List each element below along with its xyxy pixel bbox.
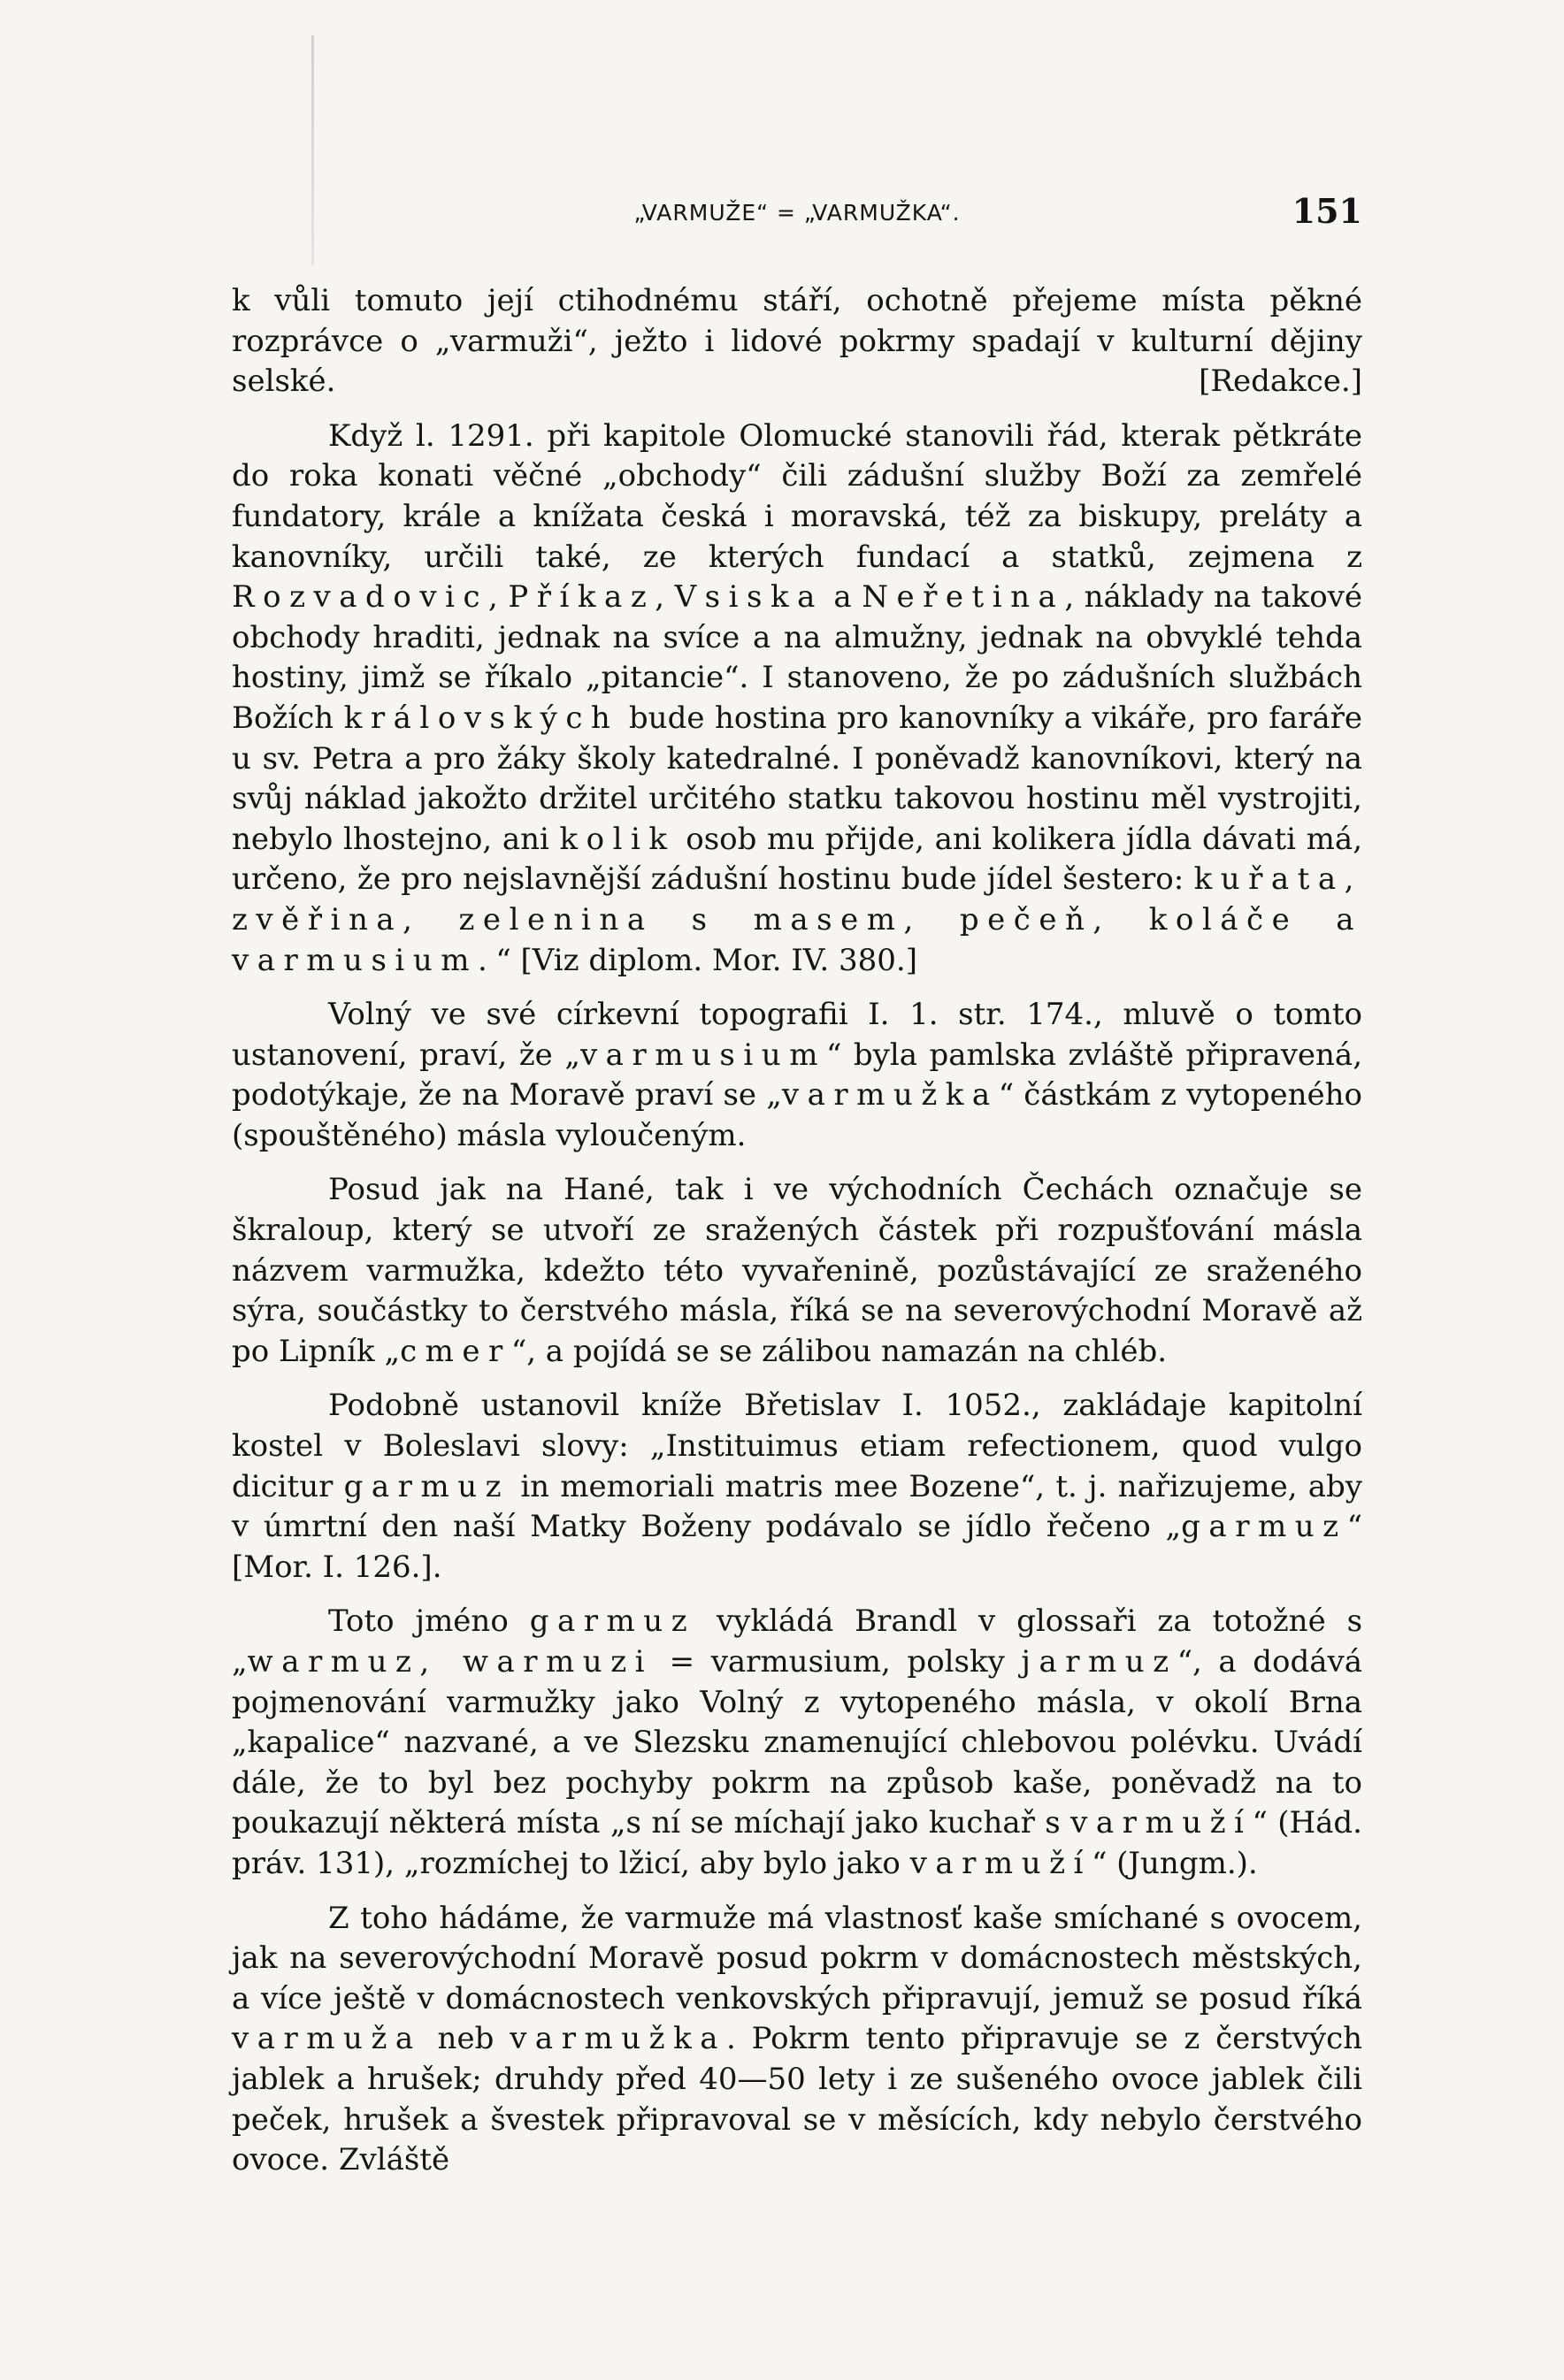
paragraph-2: Když l. 1291. při kapitole Olomucké stanovili řád, kterak pětkráte do roka konati věčné „obchody“ čili zádušní služby Boží za zemřelé fundatory, krále a knížata česká i moravská, též za biskupy, preláty a kanovníky, určili také, ze kterých fundací a statků, zejmena z Rozvadovic, Příkaz, Vsiska a Neřetina, náklady na takové obchody hraditi, jednak na svíce a na almužny, jednak na obvyklé tehda hostiny, jimž se říkalo „pitancie“. I stanoveno, že po zádušních službách Božích královských bude hostina pro kanovníky a vikáře, pro faráře u sv. Petra a pro žáky školy katedralné. I poněvadž kanovníkovi, který na svůj náklad jakožto držitel určitého statku takovou hostinu měl vystrojiti, nebylo lhostejno, ani kolik osob mu přijde, ani kolikera jídla dávati má, určeno, že pro nejslavnější zádušní hostinu bude jídel šestero: kuřata, zvěřina, zelenina s masem, pečeň, koláče a varmusium.“ [Viz diplom. Mor. IV. 380.] [232,417,1363,978]
spaced-emphasis: jarmuz [1021,1644,1177,1680]
spaced-emphasis: garmuz [1181,1509,1347,1545]
spaced-emphasis: Vsiska [674,579,824,616]
running-title: „VARMUŽE“ = „VARMUŽKA“. [633,200,961,226]
spaced-emphasis: varmusium [579,1037,826,1073]
spaced-emphasis: kuřata, zvěřina, zelenina s masem, pečeň, koláče a varmusium. [232,861,1362,978]
page-header [232,187,1362,232]
spaced-emphasis: varmuža [232,2021,422,2057]
spaced-emphasis: varmužka [781,1077,999,1113]
paragraph-1: k vůli tomuto její ctihodnému stáří, ochotně přejeme místa pěkné rozprávce o „varmuži“, ježto i lidové pokrmy spadají v kulturní dějiny selské. [Redakce.] [232,281,1362,402]
spaced-emphasis: kolik [559,821,676,857]
spaced-emphasis: Příkaz [508,579,656,616]
spaced-emphasis: varmuží [909,1845,1092,1881]
paragraph-4: Posud jak na Hané, tak i ve východních Čechách označuje se škraloup, který se utvoří ze sražených částek při rozpušťování másla názvem varmužka, kdežto této vyvařenině, pozůstávající ze sraženého sýra, součástky to čerstvého másla, říká se na severovýchodní Moravě až po Lipník „cmer“, a pojídá se se zálibou namazán na chléb. [232,1172,1362,1369]
spaced-emphasis: warmuz, warmuzi [247,1644,654,1680]
page-number: 151 [1292,191,1362,231]
paragraph-6: Toto jméno garmuz vykládá Brandl v glossaři za totožné s „warmuz, warmuzi = varmusium, polsky jarmuz“, a dodává pojmenování varmužky jako Volný z vytopeného másla, v okolí Brna „kapalice“ nazvané, a ve Slezsku znamenující chlebovou polévku. Uvádí dále, že to byl bez pochyby pokrm na způsob kaše, poněvadž na to poukazují některá místa „s ní se míchají jako kuchař s varmuží“ (Hád. práv. 131), „rozmíchej to lžicí, aby bylo jako varmuží“ (Jungm.). [232,1603,1363,1881]
paragraph-7: Z toho hádáme, že varmuže má vlastnosť kaše smíchané s ovocem, jak na severovýchodní Moravě posud pokrm v domácnostech městských, a více ještě v domácnostech venkovských připravují, jemuž se posud říká varmuža neb varmužka. Pokrm tento připravuje se z čerstvých jablek a hrušek; druhdy před 40—50 lety i ze sušeného ovoce jablek čili peček, hrušek a švestek připravoval se v měsících, kdy nebylo čerstvého ovoce. Zvláště [232,1900,1363,2178]
spaced-emphasis: varmuží [1070,1805,1253,1841]
body-text [232,281,1362,2181]
spaced-emphasis: královských [343,700,619,736]
paragraph-3: Volný ve své církevní topografii I. 1. str. 174., mluvě o tomto ustanovení, praví, že „varmusium“ byla pamlska zvláště připravená, podotýkaje, že na Moravě praví se „varmužka“ částkám z vytopeného (spouštěného) másla vyloučeným. [232,997,1363,1153]
editorial-signature: [Redakce.] [1199,364,1362,400]
spaced-emphasis: Rozvadovic [232,579,489,616]
spaced-emphasis: garmuz [529,1603,696,1640]
spaced-emphasis: cmer [400,1333,511,1369]
spaced-emphasis: garmuz [343,1468,510,1504]
spaced-emphasis: Neřetina [862,579,1065,616]
paragraph-5: Podobně ustanovil kníže Břetislav I. 1052., zakládaje kapitolní kostel v Boleslavi slovy: „Instituimus etiam refectionem, quod vulgo dicitur garmuz in memoriali matris mee Bozene“, t. j. nařizujeme, aby v úmrtní den naší Matky Boženy podávalo se jídlo řečeno „garmuz“ [Mor. I. 126.]. [232,1388,1363,1585]
spaced-emphasis: varmužka [510,2021,727,2057]
